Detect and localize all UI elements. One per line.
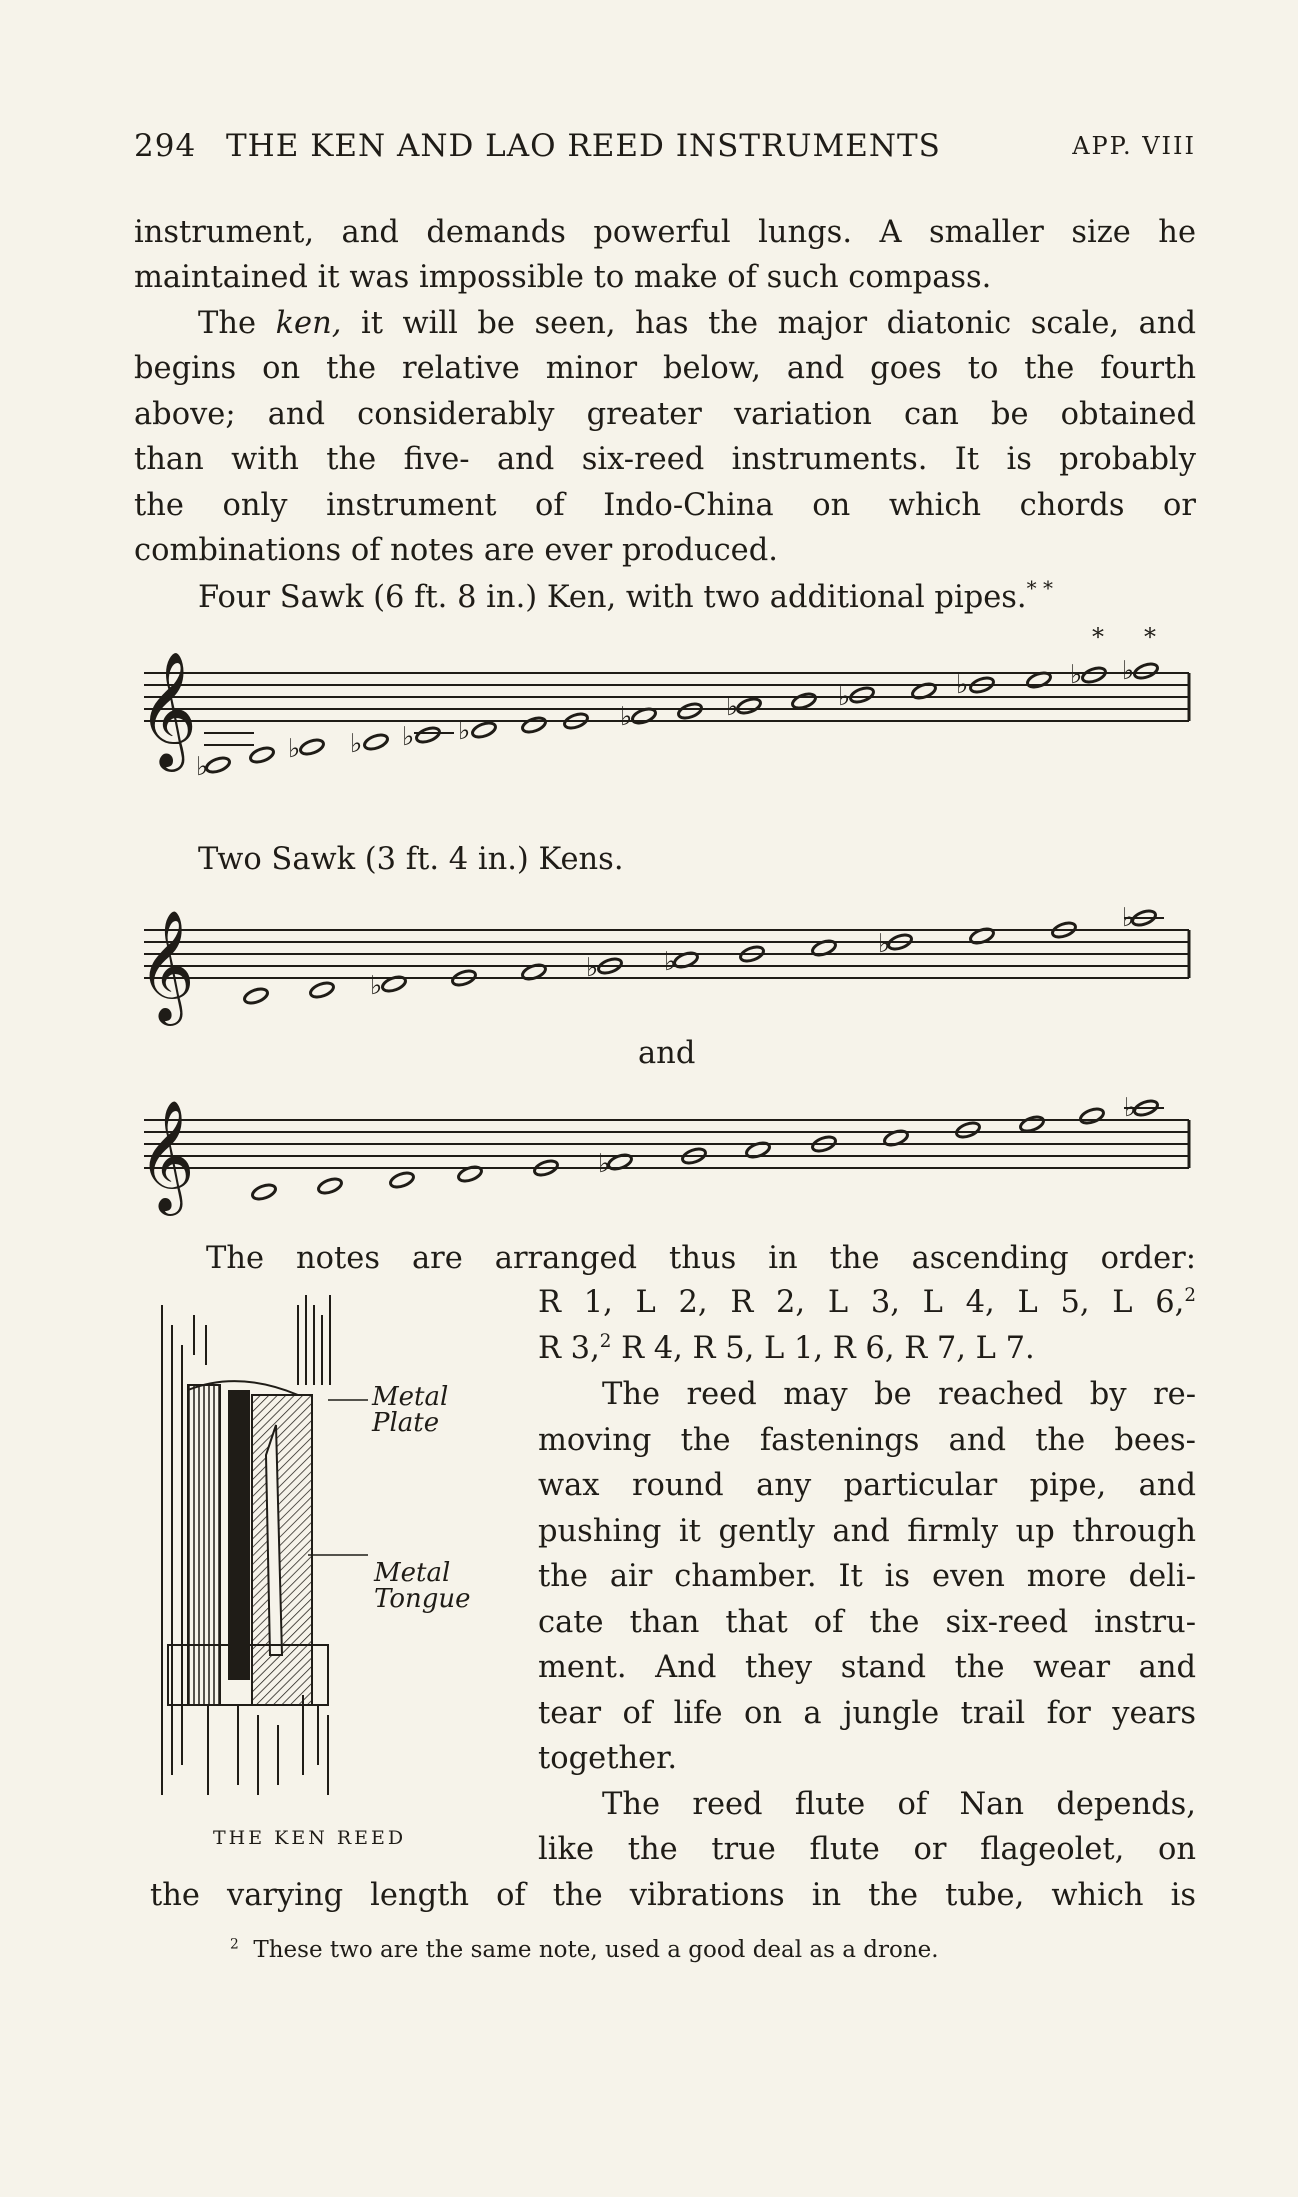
note xyxy=(205,755,232,774)
note xyxy=(243,986,270,1005)
flat-icon: ♭ xyxy=(664,947,677,977)
text-line: cate than that of the six-reed instru- xyxy=(538,1605,1196,1640)
note xyxy=(389,1170,416,1189)
flat-icon: ♭ xyxy=(726,692,739,722)
text-line: The reed flute of Nan depends, xyxy=(602,1787,1196,1822)
note xyxy=(791,691,818,710)
note xyxy=(955,1120,982,1139)
text-line: together. xyxy=(538,1741,678,1776)
text-line: The reed may be reached by re- xyxy=(602,1377,1196,1412)
flat-icon: ♭ xyxy=(878,929,891,959)
music-caption-four-sawk: Four Sawk (6 ft. 8 in.) Ken, with two additional pipes.* * xyxy=(198,576,1053,615)
figure-caption: THE KEN REED xyxy=(213,1827,407,1849)
label-metal-plate: Metal Plate xyxy=(372,1382,449,1438)
asterisk-mark: * xyxy=(1144,625,1156,651)
flat-icon: ♭ xyxy=(586,953,599,983)
text-line: wax round any particular pipe, and xyxy=(538,1468,1196,1503)
text-line: ment. And they stand the wear and xyxy=(538,1650,1196,1685)
note xyxy=(736,696,763,715)
flat-icon: ♭ xyxy=(196,752,209,782)
note xyxy=(309,980,336,999)
text-line: moving the fastenings and the bees- xyxy=(538,1423,1196,1458)
running-header xyxy=(134,128,1196,172)
note xyxy=(317,1176,344,1195)
appendix-label: APP. VIII xyxy=(1072,132,1196,160)
flat-icon: ♭ xyxy=(370,971,383,1001)
text-line: the air chamber. It is even more deli- xyxy=(538,1559,1196,1594)
flat-icon: ♭ xyxy=(350,729,363,759)
flat-icon: ♭ xyxy=(1124,1093,1137,1123)
note xyxy=(251,1182,278,1201)
ken-word: ken, xyxy=(275,306,342,341)
page-number: 294 xyxy=(134,128,197,164)
music-and: and xyxy=(638,1036,696,1071)
text-line: maintained it was impossible to make of such compass. xyxy=(134,260,992,295)
text-line: tear of life on a jungle trail for years xyxy=(538,1696,1196,1731)
note xyxy=(415,725,442,744)
note xyxy=(363,732,390,751)
flat-icon: ♭ xyxy=(458,716,471,746)
text-line: like the true flute or flageolet, on xyxy=(538,1832,1196,1867)
treble-clef-icon: 𝄞 xyxy=(138,1099,195,1211)
note xyxy=(471,720,498,739)
text-line: the only instrument of Indo-China on which chords or xyxy=(134,488,1196,523)
text-line: pushing it gently and firmly up through xyxy=(538,1514,1196,1549)
flat-icon: ♭ xyxy=(402,722,415,752)
music-staff-four-sawk xyxy=(134,625,1196,820)
note xyxy=(249,745,276,764)
flat-icon: ♭ xyxy=(956,670,969,700)
asterisk-mark: * xyxy=(1092,625,1104,651)
note xyxy=(521,715,548,734)
arrangement-intro: The notes are arranged thus in the ascending order: xyxy=(206,1241,1196,1276)
footnote: $^2$ These two are the same note, used a good deal as a drone. xyxy=(230,1936,939,1963)
note xyxy=(1019,1114,1046,1133)
note xyxy=(677,701,704,720)
label-metal-tongue: Metal Tongue xyxy=(374,1558,471,1614)
flat-icon: ♭ xyxy=(1122,656,1135,686)
text-line: begins on the relative minor below, and goes to the fourth xyxy=(134,351,1196,386)
music-caption-two-sawk: Two Sawk (3 ft. 4 in.) Kens. xyxy=(198,842,624,877)
flat-icon: ♭ xyxy=(288,734,301,764)
treble-clef-icon: 𝄞 xyxy=(138,909,195,1021)
note xyxy=(1079,1106,1106,1125)
arrangement-sequence-1: R 1, L 2, R 2, L 3, L 4, L 5, L 6,$^2$ xyxy=(538,1284,1196,1320)
arrangement-sequence-2: R 3,$^2$ R 4, R 5, L 1, R 6, R 7, L 7. xyxy=(538,1330,1035,1366)
flat-icon: ♭ xyxy=(838,682,851,712)
text-line: instrument, and demands powerful lungs. A smaller size he xyxy=(134,215,1196,250)
text-line: combinations of notes are ever produced. xyxy=(134,533,778,568)
flat-icon: ♭ xyxy=(598,1149,611,1179)
flat-icon: ♭ xyxy=(1070,660,1083,690)
text-line: The ken, it will be seen, has the major diatonic scale, and xyxy=(198,306,1196,341)
flat-icon: ♭ xyxy=(1122,903,1135,933)
text-line: the varying length of the vibrations in the tube, which is xyxy=(150,1878,1196,1913)
running-title: THE KEN AND LAO REED INSTRUMENTS xyxy=(226,128,941,164)
text-line: than with the five- and six-reed instruments. It is probably xyxy=(134,442,1196,477)
ken-reed-illustration xyxy=(148,1295,368,1815)
note xyxy=(1081,665,1108,684)
treble-clef-icon: 𝄞 xyxy=(138,650,198,767)
note xyxy=(1133,661,1160,680)
music-staff-two-sawk-a xyxy=(134,890,1196,1040)
text-line: above; and considerably greater variation can be obtained xyxy=(134,397,1196,432)
note xyxy=(299,737,326,756)
note xyxy=(849,685,876,704)
music-staff-two-sawk-b xyxy=(134,1080,1196,1230)
flat-icon: ♭ xyxy=(620,702,633,732)
